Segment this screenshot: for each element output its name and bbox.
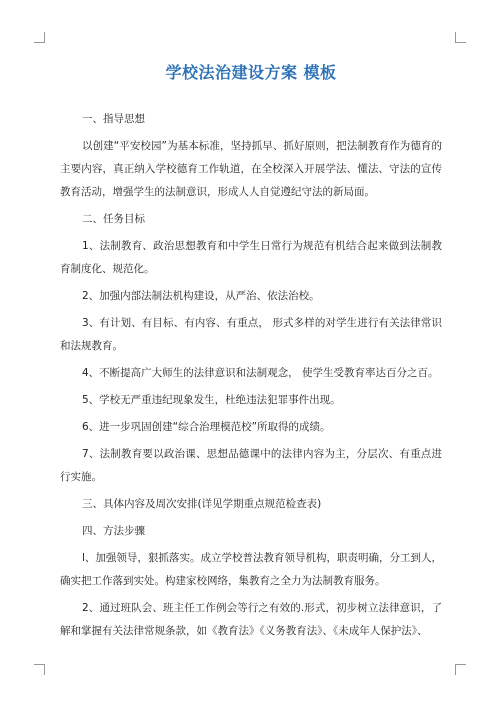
section-heading-task-goals: 二、任务目标 [82,213,145,225]
section-heading-guiding-ideology: 一、指导思想 [82,113,145,125]
crop-mark-bottom-right [455,664,466,675]
paragraph: 5、学校无严重违纪现象发生，杜绝违法犯罪事件出现。 [82,394,341,406]
paragraph: 3、有计划、有目标、有内容、有重点， 形式多样的对学生进行有关法律常识和法规教育。 [60,317,442,352]
crop-mark-top-right [455,32,466,43]
paragraph: 6、进一步巩固创建“综合治理模范校”所取得的成绩。 [82,421,331,433]
paragraph: 2、加强内部法制法机构建设，从严治、依法治校。 [82,290,320,302]
paragraph: 以创建“平安校园”为基本标准，坚持抓早、抓好原则，把法制教育作为德育的主要内容，真正纳入学校德育工作轨道，在全校深入开展学法、懂法、守法的宣传教育活动，增强学生的法制意识，形成人人自觉遵纪守法的新局面。 [60,140,442,198]
paragraph: 7、法制教育要以政治课、思想品德课中的法律内容为主，分层次、有重点进行实施。 [60,448,442,483]
section-heading-content-schedule: 三、具体内容及周次安排(详见学期重点规范检查表) [82,498,322,510]
section-heading-method-steps: 四、方法步骤 [82,525,145,537]
paragraph: l、加强领导，狠抓落实。成立学校普法教育领导机构，职责明确，分工到人，确实把工作落到实处。构建家校网络，集教育之全力为法制教育服务。 [60,552,442,587]
document-title: 学校法治建设方案 模板 [165,63,337,82]
paragraph: 1、法制教育、政治思想教育和中学生日常行为规范有机结合起来做到法制教育制度化、规范化。 [60,240,442,275]
document-page [60,62,442,647]
crop-mark-top-left [34,32,45,43]
paragraph: 2、通过班队会、班主任工作例会等行之有效的.形式，初步树立法律意识，了解和掌握有关法律常规条款，如《教育法》《义务教育法》、《未成年人保护法》、 [60,602,442,637]
crop-mark-bottom-left [34,664,45,675]
paragraph: 4、不断提高广大师生的法律意识和法制观念， 使学生受教育率达百分之百。 [82,367,439,379]
